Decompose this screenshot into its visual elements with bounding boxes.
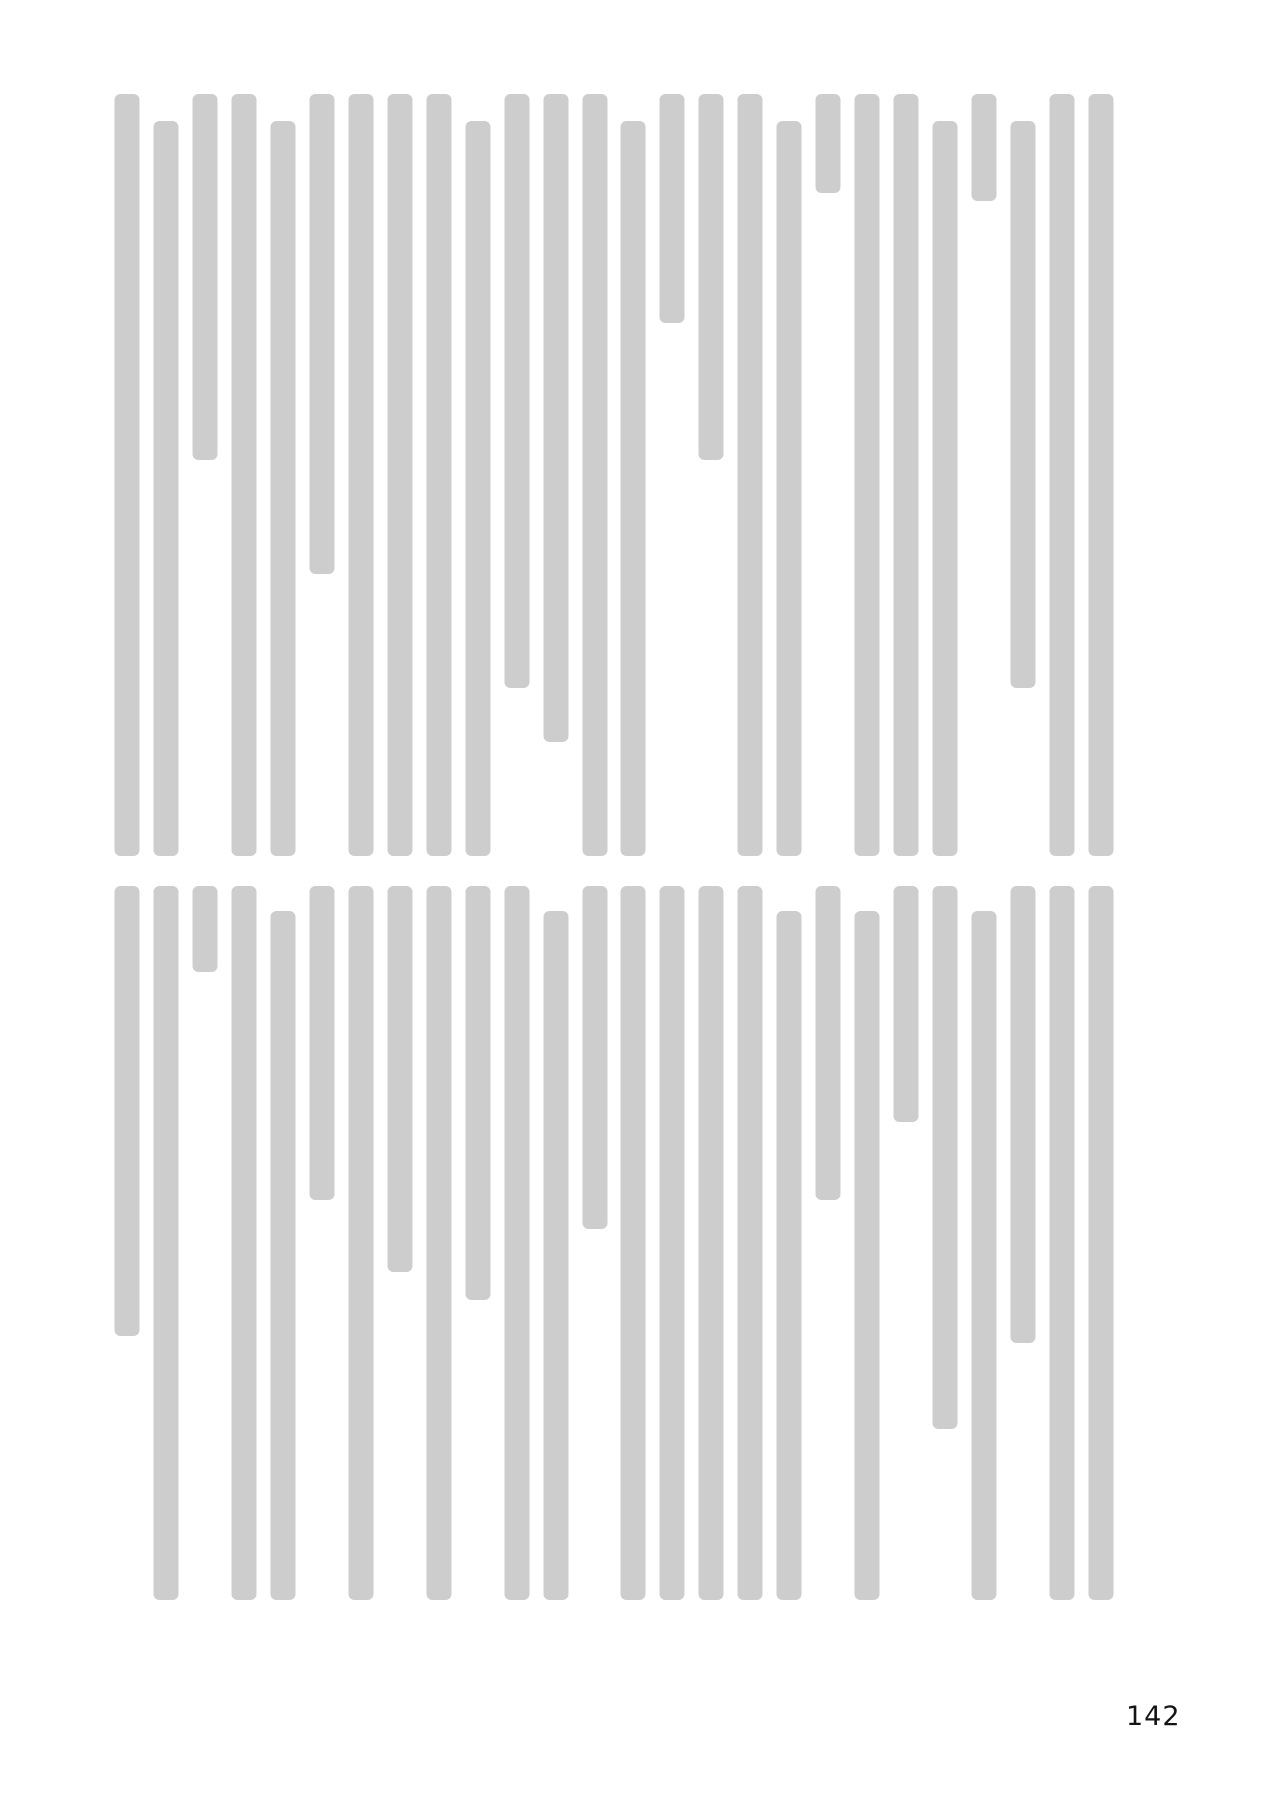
redacted-text-run (621, 886, 646, 1600)
redacted-text-column (809, 886, 848, 1600)
redacted-text-run (971, 94, 996, 201)
redacted-text-run (1088, 94, 1113, 856)
redacted-text-column (147, 94, 186, 856)
redacted-text-run (271, 911, 296, 1600)
redacted-text-column (264, 94, 303, 856)
redacted-text-run (699, 886, 724, 1600)
redacted-text-run (115, 94, 140, 856)
redacted-text-column (964, 94, 1003, 856)
redacted-text-run (893, 886, 918, 1122)
redacted-text-run (855, 911, 880, 1600)
redacted-text-column (380, 886, 419, 1600)
redacted-text-column (225, 886, 264, 1600)
redacted-text-column (692, 886, 731, 1600)
redacted-text-column (925, 94, 964, 856)
redacted-text-column (1042, 94, 1081, 856)
redacted-text-column (497, 94, 536, 856)
redacted-text-run (738, 886, 763, 1600)
redacted-text-column (1042, 886, 1081, 1600)
redacted-text-column (419, 94, 458, 856)
redacted-text-run (387, 94, 412, 856)
redacted-text-run (582, 886, 607, 1229)
redacted-text-column (925, 886, 964, 1600)
redacted-text-column (380, 94, 419, 856)
redacted-text-run (154, 121, 179, 856)
redacted-text-column (1003, 886, 1042, 1600)
redacted-text-run (1010, 121, 1035, 689)
redacted-text-column (303, 94, 342, 856)
redacted-text-run (426, 94, 451, 856)
redacted-text-column (108, 886, 147, 1600)
redacted-text-run (543, 94, 568, 742)
redacted-text-column (614, 94, 653, 856)
redacted-text-run (971, 911, 996, 1600)
redacted-text-run (349, 886, 374, 1600)
redacted-text-run (154, 886, 179, 1600)
redacted-text-run (310, 94, 335, 574)
redacted-text-column (692, 94, 731, 856)
redacted-text-run (893, 94, 918, 856)
redacted-text-run (271, 121, 296, 856)
redacted-text-column (614, 886, 653, 1600)
redacted-text-column (653, 886, 692, 1600)
redacted-text-run (816, 886, 841, 1200)
redacted-text-run (387, 886, 412, 1272)
redacted-text-column (770, 886, 809, 1600)
redacted-text-run (777, 121, 802, 856)
redacted-text-column (886, 94, 925, 856)
redacted-text-column (848, 94, 887, 856)
redacted-text-column (536, 94, 575, 856)
redacted-text-run (816, 94, 841, 193)
redacted-text-column (497, 886, 536, 1600)
redacted-text-run (504, 886, 529, 1600)
redacted-text-run (932, 121, 957, 856)
redacted-text-run (193, 94, 218, 460)
redacted-text-column (770, 94, 809, 856)
redacted-text-column (458, 94, 497, 856)
redacted-text-column (108, 94, 147, 856)
page-number: 142 (1126, 1701, 1181, 1732)
redacted-text-column (147, 886, 186, 1600)
redacted-text-run (232, 94, 257, 856)
upper-text-band (108, 94, 1120, 856)
redacted-text-run (699, 94, 724, 460)
redacted-text-column (886, 886, 925, 1600)
redacted-text-column (225, 94, 264, 856)
redacted-text-run (1049, 886, 1074, 1600)
redacted-text-column (575, 94, 614, 856)
redacted-text-run (349, 94, 374, 856)
redacted-text-run (855, 94, 880, 856)
redacted-text-column (731, 94, 770, 856)
redacted-text-column (342, 94, 381, 856)
redacted-text-column (731, 886, 770, 1600)
redacted-text-run (1049, 94, 1074, 856)
redacted-text-column (809, 94, 848, 856)
redacted-text-run (932, 886, 957, 1429)
redacted-text-column (536, 886, 575, 1600)
redacted-text-run (777, 911, 802, 1600)
redacted-text-column (342, 886, 381, 1600)
redacted-text-column (458, 886, 497, 1600)
redacted-text-run (310, 886, 335, 1200)
redacted-text-column (264, 886, 303, 1600)
redacted-text-column (964, 886, 1003, 1600)
redacted-text-run (738, 94, 763, 856)
redacted-text-column (186, 886, 225, 1600)
redacted-text-run (621, 121, 646, 856)
redacted-text-column (1081, 94, 1120, 856)
redacted-text-column (848, 886, 887, 1600)
redacted-text-column (419, 886, 458, 1600)
redacted-text-run (465, 121, 490, 856)
redacted-text-column (186, 94, 225, 856)
redacted-text-run (1010, 886, 1035, 1343)
redacted-text-run (426, 886, 451, 1600)
redacted-text-run (465, 886, 490, 1300)
redacted-text-run (115, 886, 140, 1336)
redacted-text-column (1081, 886, 1120, 1600)
redacted-text-column (653, 94, 692, 856)
lower-text-band (108, 886, 1120, 1600)
redacted-text-run (543, 911, 568, 1600)
redacted-text-run (660, 886, 685, 1600)
redacted-text-run (232, 886, 257, 1600)
redacted-text-column (575, 886, 614, 1600)
redacted-text-run (504, 94, 529, 688)
redacted-text-run (193, 886, 218, 972)
redacted-text-run (582, 94, 607, 856)
redacted-text-run (1088, 886, 1113, 1600)
redacted-text-column (303, 886, 342, 1600)
redacted-text-run (660, 94, 685, 323)
redacted-text-column (1003, 94, 1042, 856)
